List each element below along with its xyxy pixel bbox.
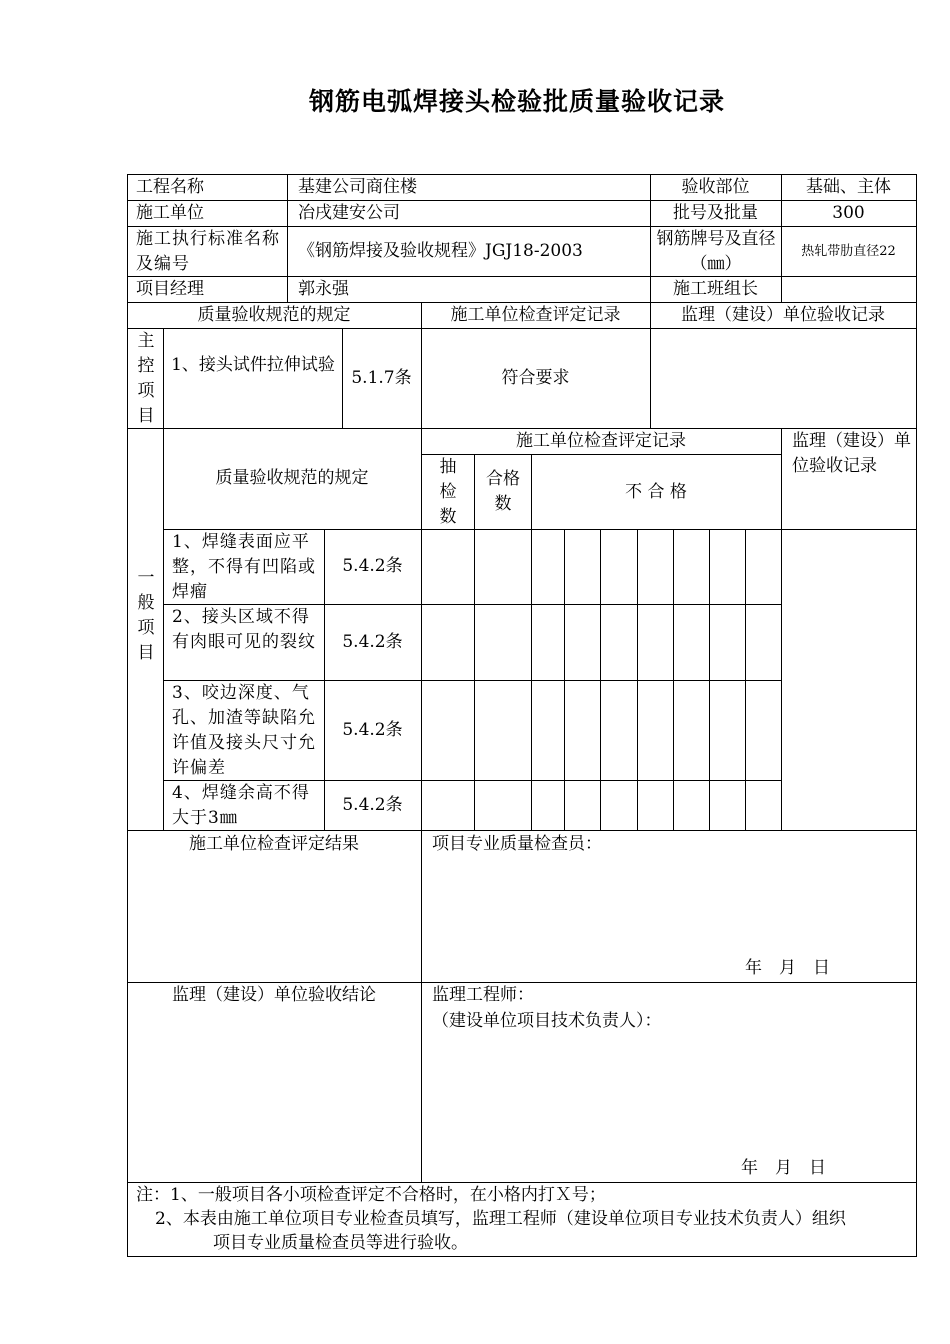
col-line: [474, 454, 475, 830]
batch-label: 批号及批量: [673, 203, 758, 223]
general-label: 一般项目: [137, 568, 155, 663]
standard-value: 《钢筋焊接及验收规程》JGJ18-2003: [298, 241, 583, 261]
page-title: 钢筋电弧焊接头检验批质量验收记录: [308, 87, 725, 116]
col-line: [287, 174, 288, 302]
col-line: [781, 428, 782, 830]
manager-label: 项目经理: [136, 279, 204, 299]
general-item-1: 1、焊缝表面应平整，不得有凹陷或焊瘤: [172, 532, 316, 602]
supervision-record-header: 监理（建设）单位验收记录: [681, 305, 885, 325]
col-line: [637, 529, 638, 830]
general-item-2-clause: 5.4.2条: [342, 632, 403, 652]
construction-record-header: 施工单位检查评定记录: [450, 305, 621, 325]
rebar-label: 钢筋牌号及直径（㎜）: [656, 229, 776, 274]
rebar-value: 热轧带肋直径22: [801, 244, 896, 259]
col-line: [709, 529, 710, 830]
table-right-border: [916, 174, 917, 1257]
engineer-signature-label: 监理工程师：: [432, 985, 534, 1005]
supervision-conclusion-date: 年 月 日: [741, 1158, 826, 1178]
col-line: [421, 982, 422, 1182]
general-spec-header: 质量验收规范的规定: [215, 468, 369, 488]
team-leader-label: 施工班组长: [673, 279, 758, 299]
supervision-conclusion-label: 监理（建设）单位验收结论: [172, 985, 376, 1005]
general-item-4-clause: 5.4.2条: [342, 795, 403, 815]
project-name-value: 基建公司商住楼: [298, 177, 417, 197]
manager-value: 郭永强: [298, 279, 349, 299]
qualified-count-header: 合格数: [486, 469, 520, 514]
spec-column-header: 质量验收规范的规定: [197, 305, 351, 325]
row-line: [421, 454, 781, 455]
general-item-2: 2、接头区域不得有肉眼可见的裂纹: [172, 607, 316, 652]
col-line: [673, 529, 674, 830]
note-1: 注：1、一般项目各小项检查评定不合格时，在小格内打Ｘ号；: [136, 1185, 606, 1205]
general-item-4: 4、焊缝余高不得大于3㎜: [172, 783, 310, 828]
accept-part-label: 验收部位: [681, 177, 750, 197]
construction-unit-label: 施工单位: [136, 203, 204, 223]
construction-result-label: 施工单位检查评定结果: [189, 834, 359, 854]
general-record-header: 施工单位检查评定记录: [516, 431, 686, 451]
main-control-item: 1、接头试件拉伸试验: [171, 355, 335, 375]
main-control-label: 主控项目: [137, 331, 155, 426]
col-line: [745, 529, 746, 830]
accept-part-value: 基础、主体: [806, 177, 891, 197]
main-control-clause: 5.1.7条: [351, 368, 412, 388]
general-item-1-clause: 5.4.2条: [342, 556, 403, 576]
general-item-3-clause: 5.4.2条: [342, 720, 403, 740]
standard-label: 施工执行标准名称及编号: [136, 229, 280, 274]
col-line: [564, 529, 565, 830]
sample-count-header: 抽检数: [439, 457, 457, 527]
tech-lead-signature-label: （建设单位项目技术负责人）：: [432, 1011, 662, 1031]
construction-result-date: 年 月 日: [745, 958, 830, 978]
main-control-result: 符合要求: [501, 368, 570, 388]
general-supervision-header: 监理（建设）单位验收记录: [792, 431, 911, 476]
col-line: [163, 328, 164, 830]
col-line: [600, 529, 601, 830]
table-bottom-border: [127, 1256, 917, 1257]
col-line: [531, 454, 532, 830]
construction-unit-value: 冶戌建安公司: [298, 203, 400, 223]
unqualified-header: 不 合 格: [625, 482, 687, 502]
general-item-3: 3、咬边深度、气孔、加渣等缺陷允许值及接头尺寸允许偏差: [172, 683, 316, 778]
batch-value: 300: [832, 203, 865, 223]
note-2-line-1: 2、本表由施工单位项目专业检查员填写，监理工程师（建设单位项目专业技术负责人）组织: [155, 1209, 846, 1229]
inspector-signature-label: 项目专业质量检查员：: [432, 834, 602, 854]
row-line: [127, 328, 917, 329]
col-line: [421, 302, 422, 982]
table-left-border: [127, 174, 128, 1257]
project-name-label: 工程名称: [136, 177, 204, 197]
note-2-line-2: 项目专业质量检查员等进行验收。: [213, 1233, 468, 1253]
